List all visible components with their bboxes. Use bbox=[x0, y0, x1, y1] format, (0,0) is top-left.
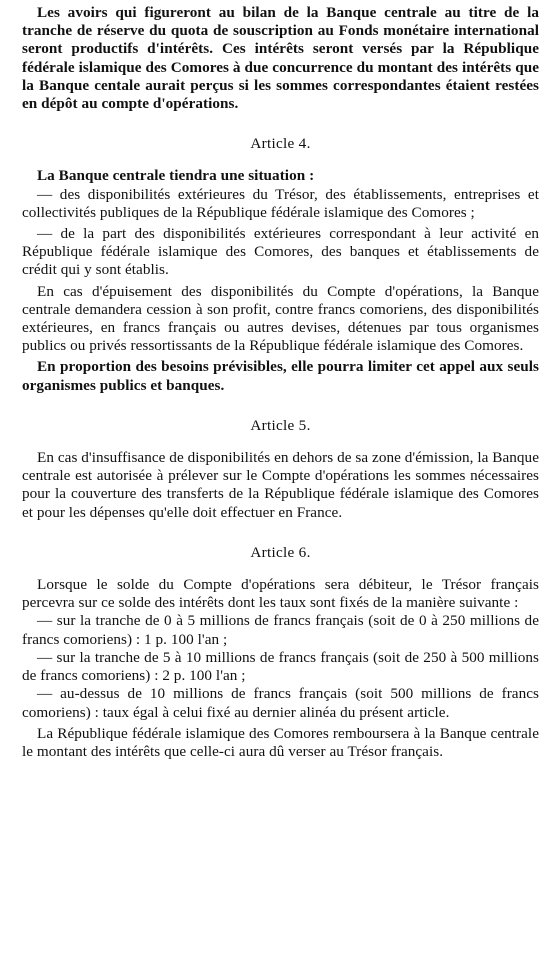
intro-paragraph: Les avoirs qui figureront au bilan de la Banque centrale au titre de la tranche de réserve du quota de souscription au Fonds monétaire international seront productifs d'intérêts. Ces intérêts seront versés par la République fédérale islamique des Comores à due concurrence du montant des intérêts que la Banque centale aurait perçus si les sommes correspondantes étaient restées en dépôt au compte d'opérations. bbox=[22, 4, 539, 113]
article-4-paragraph-1: La Banque centrale tiendra une situation : bbox=[37, 167, 315, 185]
article-4-paragraph-3: — de la part des disponibilités extérieures correspondant à leur activité en République fédérale islamique des Comores, des banques et établissements de crédit qui y sont établis. bbox=[22, 225, 539, 279]
article-4-paragraph-5: En proportion des besoins prévisibles, elle pourra limiter cet appel aux seuls organismes publics et banques. bbox=[22, 358, 539, 394]
article-6-paragraph-1: Lorsque le solde du Compte d'opérations sera débiteur, le Trésor français percevra sur ce solde des intérêts dont les taux sont fixés de la manière suivante : bbox=[22, 576, 539, 612]
article-6-paragraph-5: La République fédérale islamique des Comores remboursera à la Banque centrale le montant des intérêts que celle-ci aura dû verser au Trésor français. bbox=[22, 724, 539, 760]
article-4-heading: Article 4. bbox=[250, 135, 311, 153]
article-4-paragraph-2: — des disponibilités extérieures du Trésor, des établissements, entreprises et collectivités publiques de la République fédérale islamique des Comores ; bbox=[22, 185, 539, 221]
article-6-paragraph-3: — sur la tranche de 5 à 10 millions de francs français (soit de 250 à 500 millions de francs comoriens) : 2 p. 100 l'an ; bbox=[22, 648, 539, 685]
article-6-heading: Article 6. bbox=[250, 543, 311, 561]
article-6-paragraph-2: — sur la tranche de 0 à 5 millions de francs français (soit de 0 à 250 millions de francs comoriens) : 1 p. 100 l'an ; bbox=[22, 612, 539, 648]
article-6-paragraph-4: — au-dessus de 10 millions de francs français (soit 500 millions de francs comoriens) : taux égal à celui fixé au dernier alinéa du présent article. bbox=[22, 685, 539, 721]
article-5-heading: Article 5. bbox=[250, 416, 311, 434]
article-5-paragraph-1: En cas d'insuffisance de disponibilités en dehors de sa zone d'émission, la Banque centrale est autorisée à prélever sur le Compte d'opérations les sommes nécessaires pour la couverture des transferts de la République fédérale islamique des Comores et pour les dépenses qu'elle doit effectuer en France. bbox=[22, 449, 539, 521]
article-4-paragraph-4: En cas d'épuisement des disponibilités du Compte d'opérations, la Banque centrale demandera cession à son profit, contre francs comoriens, des disponibilités extérieures, en francs français ou autres devises, détenues par tous organismes publics ou privés ressortissants de la République fédérale islamique des Comores. bbox=[22, 282, 539, 355]
